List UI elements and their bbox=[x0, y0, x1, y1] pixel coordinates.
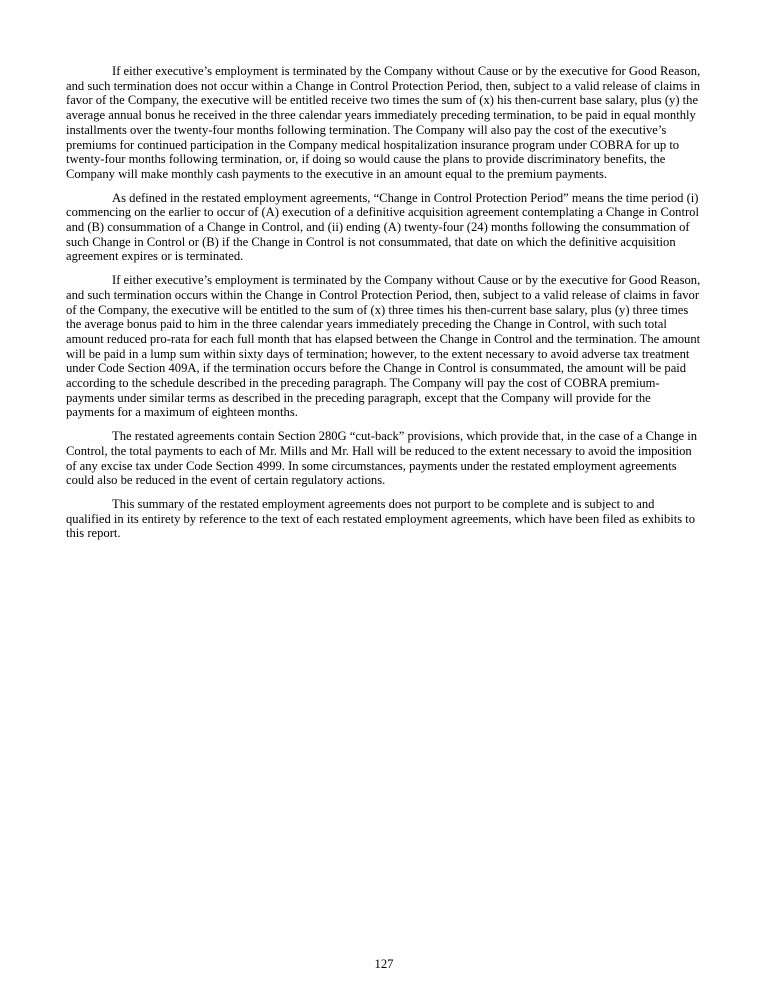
body-text bbox=[66, 64, 702, 550]
paragraph-280g-cutback-provisions: The restated agreements contain Section 280G “cut-back” provisions, which provide that, in the case of a Change in Control, the total payments to each of Mr. Mills and Mr. Hall will be reduced to the extent necessary to avoid the imposition of any excise tax under Code Section 4999. In some circumstances, payments under the restated employment agreements could also be reduced in the event of certain regulatory actions. bbox=[66, 429, 698, 488]
paragraph-protection-period-definition: As defined in the restated employment agreements, “Change in Control Protection Period” means the time period (i) commencing on the earlier to occur of (A) execution of a definitive acquisition agreement contemplating a Change in Control and (B) consummation of a Change in Control, and (ii) ending (A) twenty-four (24) months following the consummation of such Change in Control or (B) if the Change in Control is not consummated, that date on which the definitive acquisition agreement expires or is terminated. bbox=[66, 190, 699, 264]
paragraph-severance-without-change-in-control: If either executive’s employment is terminated by the Company without Cause or by the executive for Good Reason, and such termination does not occur within a Change in Control Protection Period, then, subject to a valid release of claims in favor of the Company, the executive will be entitled receive two times the sum of (x) his then-current base salary, plus (y) the average annual bonus he received in the three calendar years immediately preceding termination, to be paid in equal monthly installments over the twenty-four months following termination. The Company will also pay the cost of the executive’s premiums for continued participation in the Company medical hospitalization insurance program under COBRA for up to twenty-four months following termination, or, if doing so would cause the plans to provide discriminatory benefits, the Company will make monthly cash payments to the executive in an amount equal to the premium payments. bbox=[66, 64, 701, 181]
page-number: 127 bbox=[374, 957, 394, 971]
paragraph-severance-within-change-in-control: If either executive’s employment is terminated by the Company without Cause or by the executive for Good Reason, and such termination occurs within the Change in Control Protection Period, then, subject to a valid release of claims in favor of the Company, the executive will be entitled to the sum of (x) three times his then-current base salary, plus (y) three times the average bonus paid to him in the three calendar years immediately preceding the Change in Control, with such total amount reduced pro-rata for each full month that has elapsed between the Change in Control and the termination. The amount will be paid in a lump sum within sixty days of termination; however, to the extent necessary to avoid adverse tax treatment under Code Section 409A, if the termination occurs before the Change in Control is consummated, the amount will be paid according to the schedule described in the preceding paragraph. The Company will pay the cost of COBRA premium-payments under similar terms as described in the preceding paragraph, except that the Company will provide for the payments for a maximum of eighteen months. bbox=[66, 273, 701, 420]
paragraph-summary-qualification: This summary of the restated employment agreements does not purport to be complete and is subject to and qualified in its entirety by reference to the text of each restated employment agreements, which have been filed as exhibits to this report. bbox=[66, 496, 696, 541]
